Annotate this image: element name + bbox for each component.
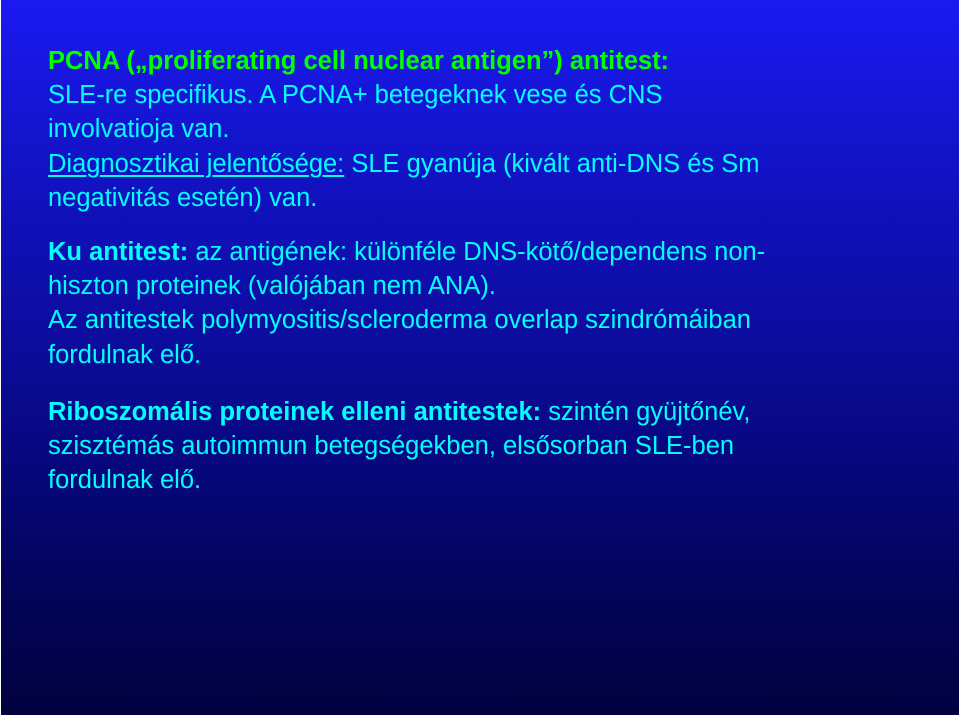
ribo-line-1 [48,395,928,429]
diagnostic-label: Diagnosztikai jelentősége: [48,149,345,178]
ku-line-3: Az antitestek polymyositis/scleroderma overlap szindrómáiban [48,306,751,335]
ku-line-4: fordulnak elő. [48,340,202,369]
ku-line-1 [48,235,928,269]
diagnostic-text-1: SLE gyanúja (kivált anti-DNS és Sm [344,149,760,178]
pcna-heading: PCNA („proliferating cell nuclear antigen”) antitest: [48,47,670,75]
ribo-section [48,395,928,498]
pcna-diagnostic-line-1 [48,147,928,181]
ribo-line-3: fordulnak elő. [48,466,202,495]
ribo-line-2: szisztémás autoimmun betegségekben, elsősorban SLE-ben [48,432,735,461]
slide [1,0,959,715]
ribo-text-1: szintén gyüjtőnév, [541,397,751,426]
pcna-diagnostic-line-2: negativitás esetén) van. [48,183,318,212]
ku-line-2: hiszton proteinek (valójában nem ANA). [48,272,496,301]
pcna-line-2: involvatioja van. [48,115,230,144]
slide-content [48,44,928,497]
ku-text-1: az antigének: különféle DNS-kötő/dependens non- [188,238,766,267]
ribo-label: Riboszomális proteinek elleni antitestek: [48,397,542,426]
pcna-line-1: SLE-re specifikus. A PCNA+ betegeknek vese és CNS [48,81,663,110]
ku-section [48,235,928,372]
ku-label: Ku antitest: [48,238,189,267]
pcna-section [48,44,928,215]
